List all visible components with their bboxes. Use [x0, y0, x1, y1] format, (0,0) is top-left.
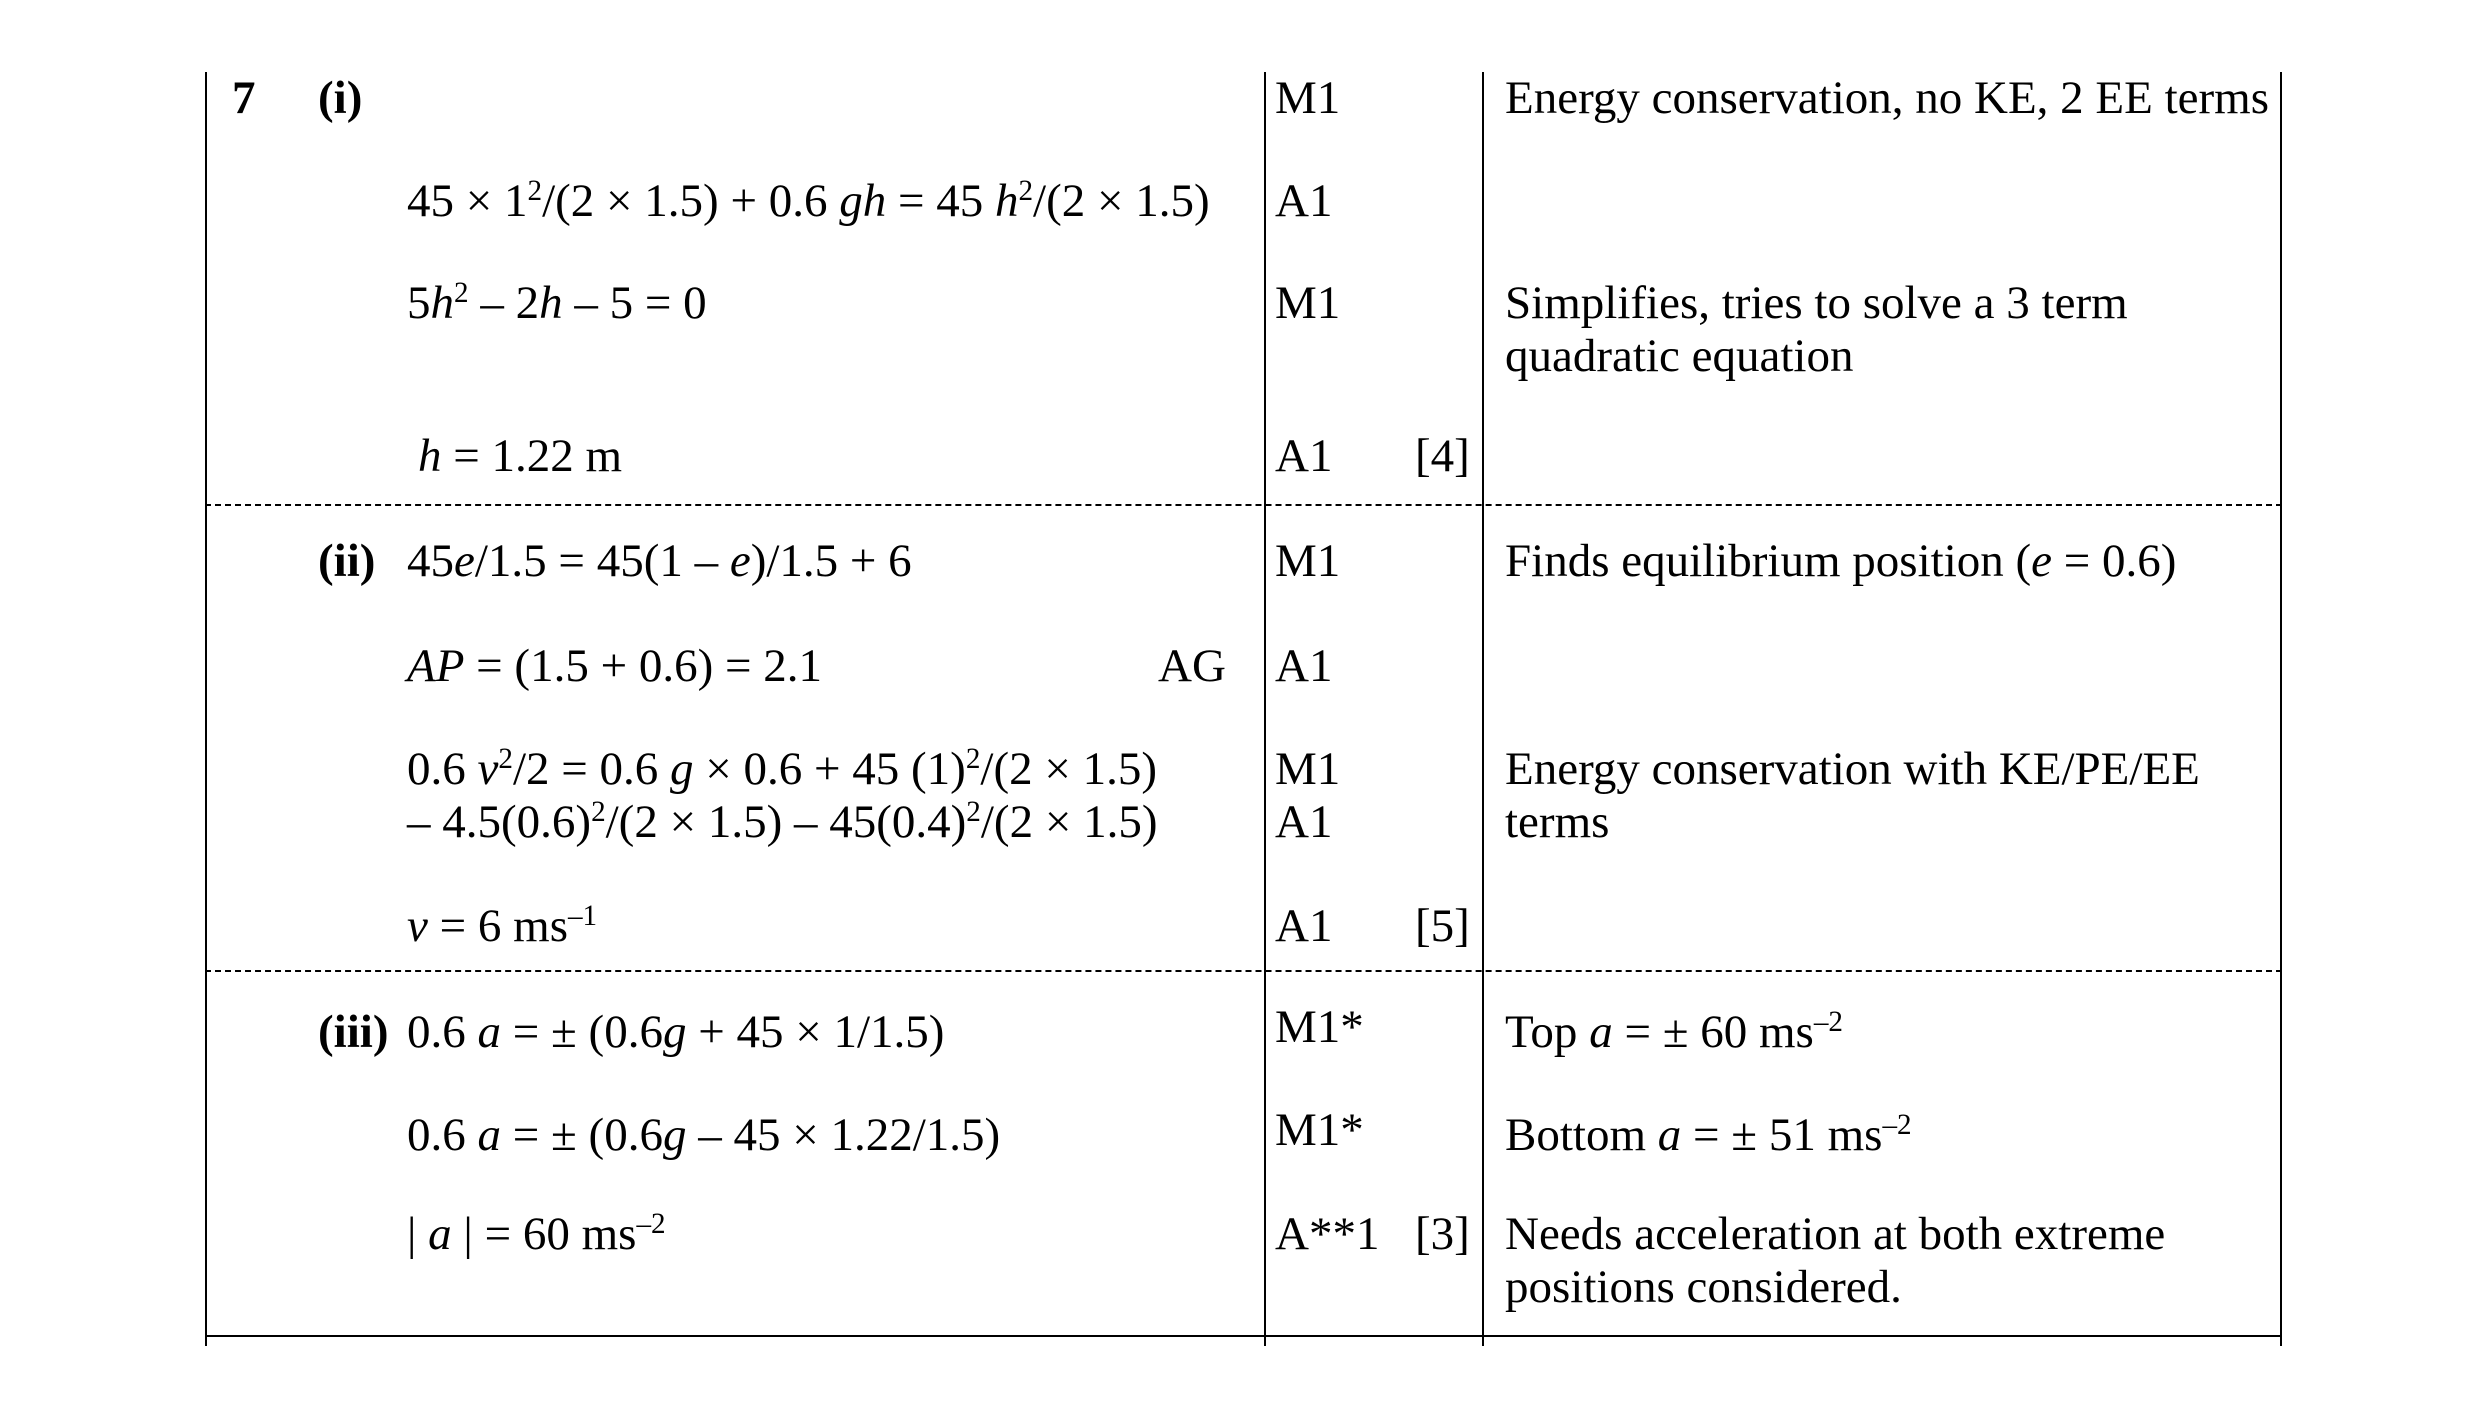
working-iii-1: 0.6 a = ± (0.6g – 45 × 1.22/1.5): [407, 1109, 1001, 1161]
comment-iii-2: Needs acceleration at both extreme positions considered.: [1505, 1208, 2166, 1313]
mark-iii-0: M1*: [1275, 1001, 1364, 1053]
working-ii-3: v = 6 $ms^{-1}$: [407, 899, 598, 952]
table-right-border: [2280, 72, 2282, 1346]
total-ii: [5]: [1415, 900, 1470, 952]
total-iii: [3]: [1415, 1208, 1470, 1260]
mark-i-2: M1: [1275, 277, 1341, 329]
part-label-ii: (ii): [318, 535, 376, 587]
working-ii-2: 0.6 $v^2/2 = 0.6$ g × 0.6 + 45 $(1)^2/(2 \times 1.5)$ – $4.5(0.6)^2/(2 \times 1.5) - 45(0.4)^2/(2 \times 1.5)$: [407, 742, 1158, 848]
working-ii-0: 45e/1.5 = 45(1 – e)/1.5 + 6: [407, 535, 912, 587]
comment-i-0: Energy conservation, no KE, 2 EE terms: [1505, 72, 2270, 124]
mark-ii-3: A1: [1275, 900, 1333, 952]
mark-iii-2: A**1: [1275, 1208, 1380, 1260]
mark-iii-1: M1*: [1275, 1104, 1364, 1156]
working-ii-1: AP = (1.5 + 0.6) = 2.1: [407, 640, 822, 692]
working-iii-2: | a | = 60 $ms^{-2}$: [407, 1207, 666, 1260]
mark-i-3: A1: [1275, 430, 1333, 482]
mark-ii-1: A1: [1275, 640, 1333, 692]
working-i-1: $45 \times 1^2/(2 \times 1.5) + 0.6$ gh = 45 $h^2/(2 \times 1.5)$: [407, 174, 1210, 227]
mark-i-0: M1: [1275, 72, 1341, 124]
mark-ii-0: M1: [1275, 535, 1341, 587]
working-i-3: h = 1.22 m: [418, 430, 623, 482]
part-label-i: (i): [318, 72, 363, 124]
comment-ii-0: Finds equilibrium position (e = 0.6): [1505, 535, 2177, 587]
part-divider-2: [205, 970, 2282, 972]
table-left-border: [205, 72, 207, 1346]
comment-ii-2: Energy conservation with KE/PE/EE terms: [1505, 743, 2200, 848]
mark-ii-2: M1: [1275, 743, 1341, 795]
answer-given-tag: AG: [1158, 640, 1226, 692]
question-number: 7: [232, 72, 256, 124]
part-label-iii: (iii): [318, 1006, 389, 1058]
part-divider-1: [205, 504, 2282, 506]
table-bottom-border: [205, 1335, 2282, 1337]
comments-column-border: [1482, 72, 1484, 1346]
mark-ii-2b: A1: [1275, 796, 1333, 848]
comment-iii-1: Bottom a = ± 51 $ms^{-2}$: [1505, 1108, 1912, 1161]
working-iii-0: 0.6 a = ± (0.6g + 45 × 1/1.5): [407, 1006, 945, 1058]
total-i: [4]: [1415, 430, 1470, 482]
comment-i-2: Simplifies, tries to solve a 3 term quadratic equation: [1505, 277, 2128, 382]
marks-column-border: [1264, 72, 1266, 1346]
comment-iii-0: Top a = ± 60 $ms^{-2}$: [1505, 1005, 1843, 1058]
working-i-2: $5h^2 - 2h - 5 = 0$: [407, 276, 707, 329]
mark-i-1: A1: [1275, 175, 1333, 227]
